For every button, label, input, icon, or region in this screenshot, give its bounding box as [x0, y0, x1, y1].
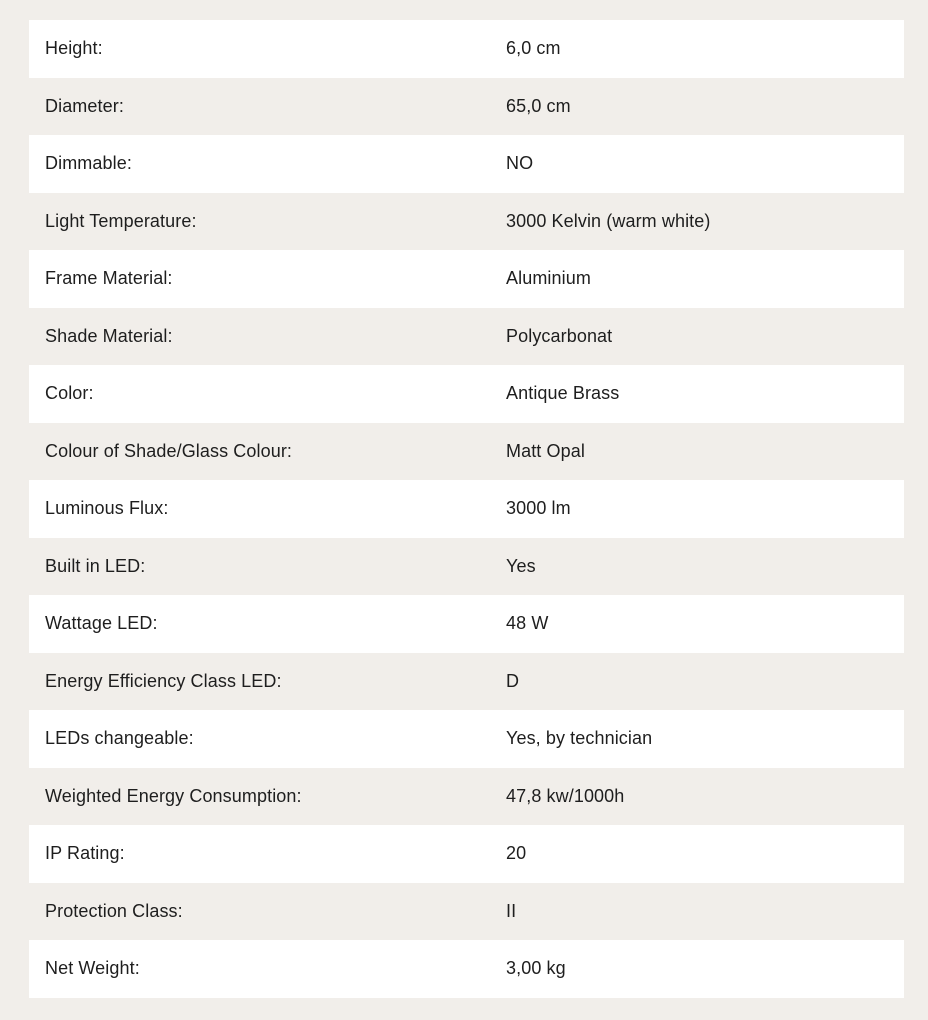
spec-row-shade-colour [29, 423, 904, 481]
spec-label: Colour of Shade/Glass Colour: [45, 440, 293, 461]
spec-label: Color: [45, 383, 94, 404]
spec-label: Wattage LED: [45, 613, 158, 634]
spec-row-diameter [29, 78, 904, 136]
spec-label: Height: [45, 38, 103, 59]
spec-label: Diameter: [45, 95, 124, 116]
spec-row-dimmable [29, 135, 904, 193]
spec-label: Shade Material: [45, 325, 173, 346]
spec-row-frame-material [29, 250, 904, 308]
spec-row-energy-efficiency [29, 653, 904, 711]
spec-value: 48 W [506, 613, 549, 634]
spec-label: Light Temperature: [45, 210, 197, 231]
spec-label: Net Weight: [45, 958, 140, 979]
spec-row-shade-material [29, 308, 904, 366]
spec-value: 3,00 kg [506, 958, 566, 979]
spec-value: Antique Brass [506, 383, 620, 404]
spec-value: Matt Opal [506, 440, 585, 461]
spec-value: Yes, by technician [506, 728, 653, 749]
spec-row-energy-consumption [29, 768, 904, 826]
spec-label: Dimmable: [45, 153, 132, 174]
spec-label: Protection Class: [45, 900, 183, 921]
spec-row-ip-rating [29, 825, 904, 883]
spec-row-luminous-flux [29, 480, 904, 538]
spec-label: Energy Efficiency Class LED: [45, 670, 282, 691]
spec-row-wattage-led [29, 595, 904, 653]
spec-value: Yes [506, 555, 536, 576]
spec-row-height [29, 20, 904, 78]
spec-label: Frame Material: [45, 268, 173, 289]
spec-value: NO [506, 153, 534, 174]
spec-value: 3000 lm [506, 498, 571, 519]
spec-row-color [29, 365, 904, 423]
spec-value: 6,0 cm [506, 38, 561, 59]
spec-label: IP Rating: [45, 843, 125, 864]
spec-row-net-weight [29, 940, 904, 998]
spec-table [29, 20, 904, 998]
spec-row-leds-changeable [29, 710, 904, 768]
spec-value: 3000 Kelvin (warm white) [506, 210, 711, 231]
spec-row-protection-class [29, 883, 904, 941]
spec-value: D [506, 670, 520, 691]
spec-label: Luminous Flux: [45, 498, 169, 519]
spec-row-built-in-led [29, 538, 904, 596]
spec-label: Built in LED: [45, 555, 146, 576]
spec-value: II [506, 900, 517, 921]
spec-value: Aluminium [506, 268, 591, 289]
spec-label: Weighted Energy Consumption: [45, 785, 302, 806]
spec-value: 65,0 cm [506, 95, 571, 116]
spec-row-light-temperature [29, 193, 904, 251]
spec-value: Polycarbonat [506, 325, 613, 346]
spec-label: LEDs changeable: [45, 728, 194, 749]
spec-value: 20 [506, 843, 527, 864]
spec-value: 47,8 kw/1000h [506, 785, 625, 806]
